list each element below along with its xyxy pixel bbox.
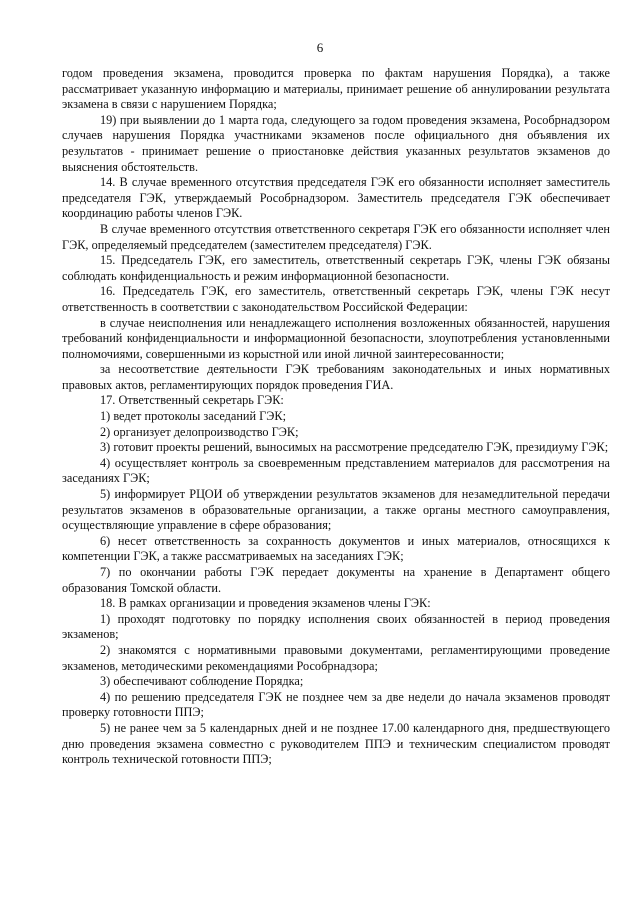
page-number: 6 (316, 40, 324, 55)
paragraph: 15. Председатель ГЭК, его заместитель, ответственный секретарь ГЭК, члены ГЭК обязаны соблюдать конфиденциальность и режим информационной безопасности. (62, 253, 610, 283)
paragraph: 16. Председатель ГЭК, его заместитель, ответственный секретарь ГЭК, члены ГЭК несут ответственность в соответствии с законодательством Российской Федерации: (62, 284, 610, 314)
paragraph: 5) информирует РЦОИ об утверждении результатов экзаменов для незамедлительной передачи результатов экзаменов в образовательные организации, а также органы местного самоуправления, осуществляющие управление в сфере образования; (62, 487, 610, 533)
paragraph: 4) осуществляет контроль за своевременным представлением материалов для рассмотрения на заседаниях ГЭК; (62, 455, 610, 486)
paragraph: 3) готовит проекты решений, выносимых на рассмотрение председателю ГЭК, президиуму ГЭК; (100, 440, 609, 455)
paragraph: за несоответствие деятельности ГЭК требованиям законодательных и иных нормативных правовых актов, регламентирующих порядок проведения ГИА. (62, 362, 610, 392)
paragraph: 6) несет ответственность за сохранность документов и иных материалов, относящихся к компетенции ГЭК, а также рассматриваемых на заседаниях ГЭК; (62, 533, 610, 564)
paragraph: 1) ведет протоколы заседаний ГЭК; (100, 409, 286, 424)
paragraph: в случае неисполнения или ненадлежащего исполнения возложенных обязанностей, нарушения требований конфиденциальности и информационной безопасности, злоупотребления установленными полномочиями, совершенными из корыстной или иной личной заинтересованности; (62, 315, 610, 361)
paragraph: 19) при выявлении до 1 марта года, следующего за годом проведения экзамена, Рособрнадзором случаев нарушения Порядка участниками экзаменов после официального дня объявления их результатов - принимает решение о приостановке действия указанных результатов экзаменов до выяснения обстоятельств. (62, 112, 610, 174)
paragraph: 18. В рамках организации и проведения экзаменов члены ГЭК: (100, 596, 431, 611)
paragraph: 3) обеспечивают соблюдение Порядка; (100, 674, 304, 689)
paragraph: 1) проходят подготовку по порядку исполнения своих обязанностей в период проведения экзаменов; (62, 611, 610, 642)
paragraph: 7) по окончании работы ГЭК передает документы на хранение в Департамент общего образования Томской области. (62, 565, 610, 595)
paragraph: 2) знакомятся с нормативными правовыми документами, регламентирующими проведение экзаменов, методическими рекомендациями Рособрнадзора; (62, 642, 610, 673)
paragraph: 14. В случае временного отсутствия председателя ГЭК его обязанности исполняет заместитель председателя ГЭК, утверждаемый Рособрнадзором. Заместитель председателя ГЭК обеспечивает координацию работы членов ГЭК. (62, 175, 610, 221)
paragraph: 4) по решению председателя ГЭК не позднее чем за две недели до начала экзаменов проводят проверку готовности ППЭ; (62, 689, 610, 720)
paragraph: 5) не ранее чем за 5 календарных дней и не позднее 17.00 календарного дня, предшествующего дню проведения экзамена совместно с руководителем ППЭ и техническим специалистом проводят контроль технической готовности ППЭ; (62, 720, 610, 767)
paragraph: 2) организует делопроизводство ГЭК; (100, 424, 299, 439)
paragraph: 17. Ответственный секретарь ГЭК: (100, 393, 284, 408)
paragraph: В случае временного отсутствия ответственного секретаря ГЭК его обязанности исполняет член ГЭК, определяемый председателем (заместителем председателя) ГЭК. (62, 221, 610, 252)
paragraph: годом проведения экзамена, проводится проверка по фактам нарушения Порядка), а также рассматривает указанную информацию и материалы, принимает решение об аннулировании результата экзамена в связи с нарушением Порядка; (62, 66, 610, 112)
document-body (62, 66, 610, 768)
